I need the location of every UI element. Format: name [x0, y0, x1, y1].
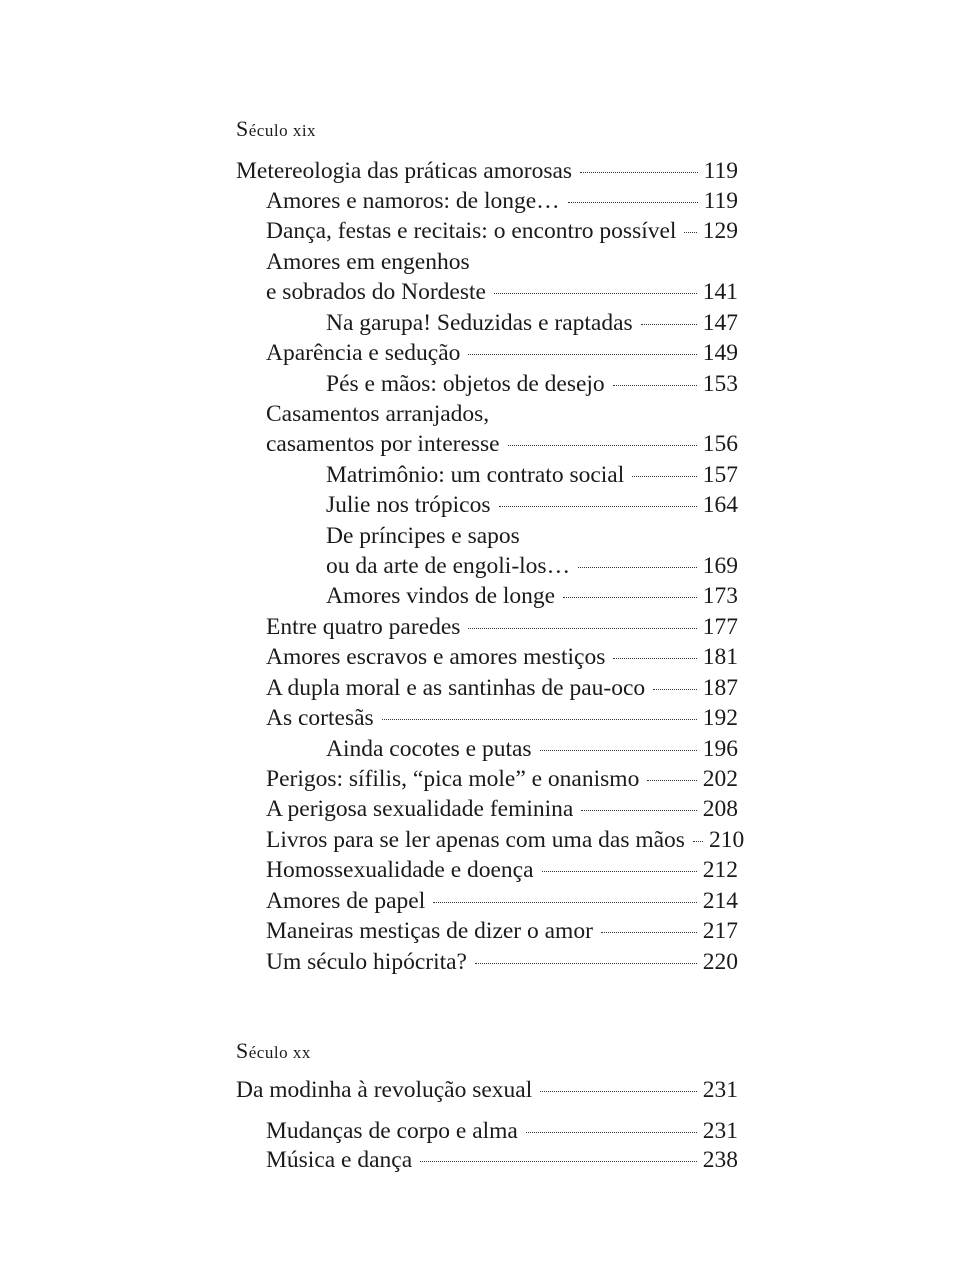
toc-entry[interactable]: A dupla moral e as santinhas de pau-oco 187 [266, 675, 738, 701]
section-heading-xix: Século xix [236, 116, 317, 141]
toc-entry[interactable]: e sobrados do Nordeste 141 [266, 279, 738, 305]
toc-entry[interactable]: Julie nos trópicos 164 [326, 492, 738, 518]
toc-entry[interactable]: Pés e mãos: objetos de desejo 153 [326, 371, 738, 397]
toc-entry[interactable]: casamentos por interesse 156 [266, 431, 738, 457]
toc-entry[interactable]: A perigosa sexualidade feminina 208 [266, 796, 738, 822]
toc-entry[interactable]: Amores e namoros: de longe… 119 [266, 188, 738, 214]
toc-entry[interactable]: Aparência e sedução 149 [266, 340, 738, 366]
toc-entry[interactable]: Metereologia das práticas amorosas 119 [236, 158, 738, 184]
toc-entry[interactable]: Livros para se ler apenas com uma das mãos 210 [266, 827, 745, 853]
toc-entry[interactable]: Maneiras mestiças de dizer o amor 217 [266, 918, 738, 944]
toc-entry[interactable]: Amores escravos e amores mestiços 181 [266, 644, 738, 670]
toc-entry[interactable]: Entre quatro paredes 177 [266, 614, 738, 640]
toc-entry[interactable]: ou da arte de engoli-los… 169 [326, 553, 738, 579]
toc-entry[interactable]: Música e dança 238 [266, 1147, 738, 1173]
toc-entry[interactable]: Perigos: sífilis, “pica mole” e onanismo 202 [266, 766, 738, 792]
toc-entry[interactable]: Um século hipócrita? 220 [266, 949, 738, 975]
toc-entry[interactable]: De príncipes e sapos [326, 523, 520, 549]
toc-entry[interactable]: Casamentos arranjados, [266, 401, 490, 427]
toc-entry[interactable]: Na garupa! Seduzidas e raptadas 147 [326, 310, 738, 336]
section-heading-xx: Século xx [236, 1038, 311, 1063]
toc-entry[interactable]: Amores em engenhos [266, 249, 470, 275]
toc-entry[interactable]: Da modinha à revolução sexual 231 [236, 1077, 738, 1103]
toc-entry[interactable]: As cortesãs 192 [266, 705, 738, 731]
toc-entry[interactable]: Ainda cocotes e putas 196 [326, 736, 738, 762]
toc-entry[interactable]: Amores vindos de longe 173 [326, 583, 738, 609]
toc-entry[interactable]: Mudanças de corpo e alma 231 [266, 1118, 738, 1144]
toc-entry[interactable]: Amores de papel 214 [266, 888, 738, 914]
toc-entry[interactable]: Homossexualidade e doença 212 [266, 857, 738, 883]
toc-entry[interactable]: Dança, festas e recitais: o encontro possível 129 [266, 218, 738, 244]
toc-entry[interactable]: Matrimônio: um contrato social 157 [326, 462, 738, 488]
